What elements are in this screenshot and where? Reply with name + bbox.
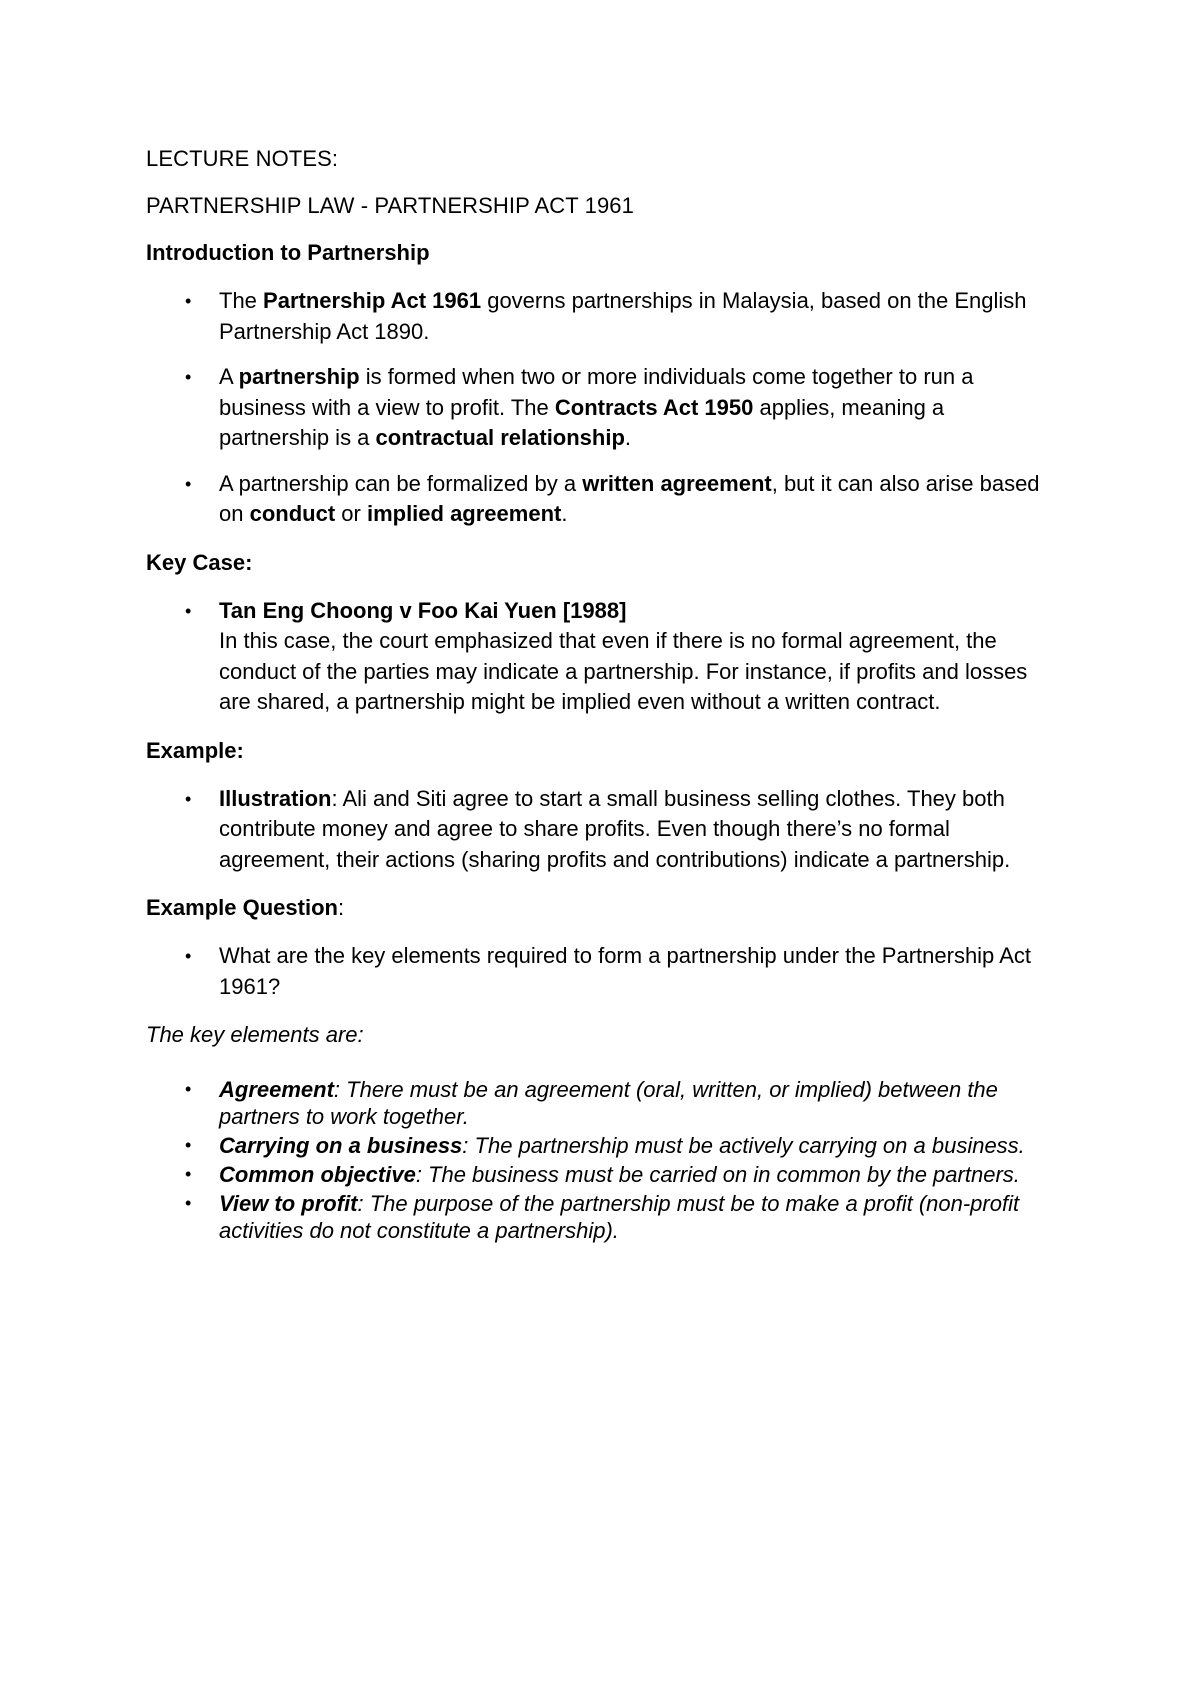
list-item [146,596,1060,718]
bullet-icon: • [185,600,192,621]
bullet-icon: • [185,1135,192,1155]
list-item [146,1190,1060,1244]
text-run: governs partnerships in Malaysia, based on the English Partnership Act 1890. [219,288,1027,344]
case-name: Tan Eng Choong v Foo Kai Yuen [1988] [219,597,627,623]
intro-list [146,286,1060,530]
text-run: The [219,288,264,313]
text-run: , but it can also arise based on [219,470,1040,526]
bold-term: Partnership Act 1961 [263,288,482,313]
text-run: . [624,425,632,450]
bullet-icon: • [185,367,192,387]
bullet-icon: • [185,1079,192,1099]
key-case-list [146,596,1060,718]
bullet-icon: • [185,946,192,966]
bullet-icon: • [185,788,192,809]
bold-term: conduct [249,501,336,526]
list-item [146,362,1060,454]
bullet-icon: • [185,1193,192,1213]
key-elements-intro: The key elements are: [146,1022,364,1047]
heading-suffix: : [337,895,345,920]
key-elements-list [146,1068,1060,1244]
bold-term: partnership [238,364,360,389]
element-term: Common objective [219,1162,416,1187]
bold-term: Contracts Act 1950 [554,394,754,420]
document-title: PARTNERSHIP LAW - PARTNERSHIP ACT 1961 [146,193,634,218]
list-item [146,1132,1060,1159]
element-text: : The purpose of the partnership must be to make a profit (non-profit activities do not constitute a partnership). [219,1191,1020,1243]
text-run: or [335,501,367,526]
lecture-notes-label: LECTURE NOTES: [146,146,339,171]
element-text: : The business must be carried on in common by the partners. [415,1162,1020,1187]
element-term: View to profit [219,1191,358,1216]
element-term: Carrying on a business [219,1133,463,1158]
example-list [146,784,1060,876]
element-term: Agreement [219,1077,334,1102]
text-run: . [561,501,568,526]
text-run: A [219,364,239,389]
list-item [146,784,1060,876]
list-item [146,286,1060,347]
example-question-heading [146,894,1060,922]
illustration-label: Illustration [219,785,332,811]
bold-term: implied agreement [366,501,562,526]
key-case-heading: Key Case: [146,549,253,575]
illustration-text: : Ali and Siti agree to start a small business selling clothes. They both contribute money and agree to share profits. Even though there’s no formal agreement, their actions (sharing profits and contributions) indicate a partnership. [219,785,1011,872]
bold-term: written agreement [582,470,772,496]
question-list [146,941,1060,1002]
list-item [146,1161,1060,1188]
list-item [146,469,1060,530]
element-text: : The partnership must be actively carrying on a business. [462,1133,1025,1158]
element-text: : There must be an agreement (oral, written, or implied) between the partners to work together. [219,1077,998,1129]
example-heading: Example: [146,737,244,763]
heading-text: Example Question [146,895,338,920]
intro-heading: Introduction to Partnership [146,240,430,265]
bullet-icon: • [185,291,192,311]
case-text: In this case, the court emphasized that even if there is no formal agreement, the conduct of the parties may indicate a partnership. For instance, if profits and losses are shared, a partnership might be implied even without a written contract. [219,628,1028,714]
list-item [146,1076,1060,1130]
text-run: A partnership can be formalized by a [219,470,583,496]
bullet-icon: • [185,1164,192,1184]
bullet-icon: • [185,473,192,494]
list-item [146,941,1060,1002]
text-run: applies, meaning a partnership is a [219,394,945,450]
question-text: What are the key elements required to form a partnership under the Partnership Act 1961? [219,943,1031,999]
bold-term: contractual relationship [375,425,625,450]
text-run: is formed when two or more individuals come together to run a business with a view to profit. The [219,364,974,420]
